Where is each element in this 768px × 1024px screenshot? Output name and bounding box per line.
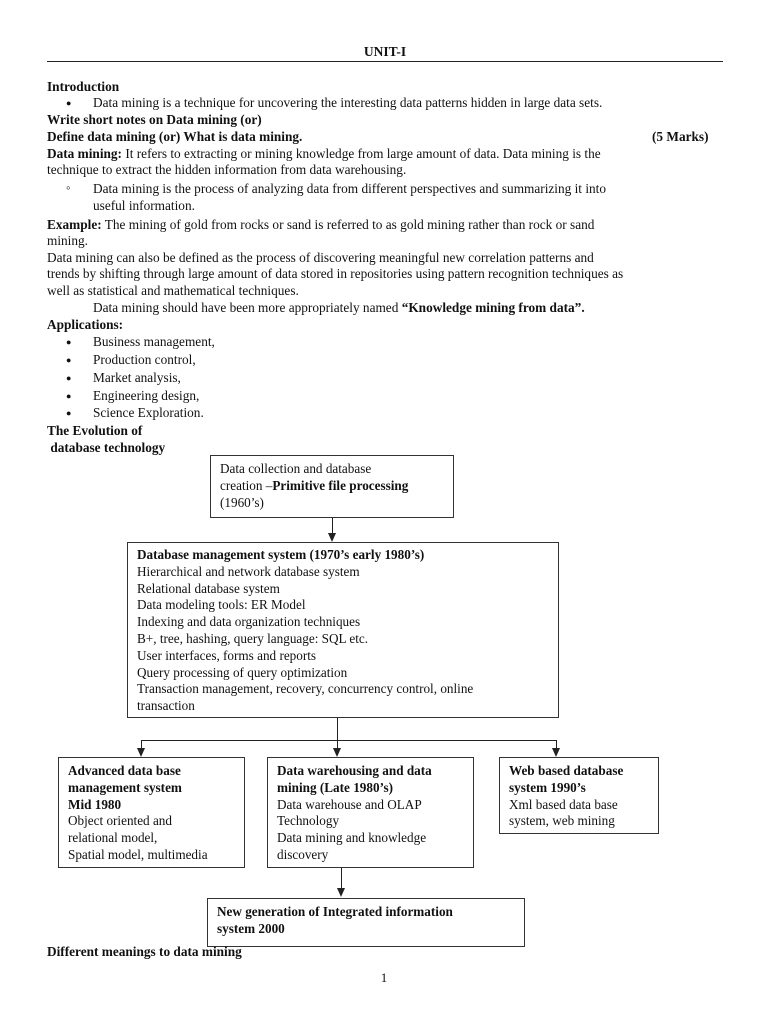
named-sentence xyxy=(93,300,585,316)
different-meanings-heading: Different meanings to data mining xyxy=(47,944,242,959)
box2-line: Hierarchical and network database system xyxy=(137,563,360,579)
arrow-down-icon xyxy=(328,533,336,542)
question-short-notes: Write short notes on Data mining (or) xyxy=(47,112,262,127)
box4-line: Technology xyxy=(277,813,340,829)
box5-title-2: system 1990’s xyxy=(509,779,586,795)
box2-line: B+, tree, hashing, query language: SQL etc. xyxy=(137,630,369,646)
arrow-down-icon xyxy=(137,748,145,757)
box-web-based-database xyxy=(499,757,659,834)
example-label: Example: xyxy=(47,217,102,232)
application-item: Market analysis, xyxy=(93,370,181,385)
box3-line: Spatial model, multimedia xyxy=(68,846,208,862)
arrow-down-icon xyxy=(552,748,560,757)
bullet-icon: ● xyxy=(66,337,72,347)
bullet-icon: ● xyxy=(66,98,72,108)
box6-title-2: system 2000 xyxy=(217,920,285,936)
box3-line: Object oriented and xyxy=(68,813,172,829)
definition-label: Data mining: xyxy=(47,146,122,161)
circle-item-line-2: useful information. xyxy=(93,198,195,213)
evolution-heading-line-1: The Evolution of xyxy=(47,423,143,438)
box2-line: Relational database system xyxy=(137,580,280,596)
bullet-icon: ● xyxy=(66,355,72,365)
defined-as-line-2: trends by shifting through large amount of data stored in repositories using pattern recognition techniques as xyxy=(47,266,624,281)
intro-bullet-text: Data mining is a technique for uncovering the interesting data patterns hidden in large data sets. xyxy=(93,95,603,110)
header-rule xyxy=(47,61,723,62)
evolution-heading-line-2: database technology xyxy=(47,440,166,455)
box3-title-2: management system xyxy=(68,779,182,795)
box2-line: Query processing of query optimization xyxy=(137,664,348,680)
introduction-heading: Introduction xyxy=(47,79,120,94)
page-number: 1 xyxy=(380,970,388,985)
arrow-down-icon xyxy=(337,888,345,897)
box-primitive-file-processing xyxy=(210,455,454,518)
marks-label: (5 Marks) xyxy=(652,129,709,144)
bullet-icon: ● xyxy=(66,408,72,418)
defined-as-line-3: well as statistical and mathematical techniques. xyxy=(47,283,299,298)
box3-line: relational model, xyxy=(68,830,158,846)
example-line-2: mining. xyxy=(47,233,89,248)
connector-line xyxy=(341,868,342,889)
box-advanced-database-system xyxy=(58,757,245,868)
bullet-icon: ● xyxy=(66,391,72,401)
box2-line: transaction xyxy=(137,698,195,714)
circle-bullet-icon: ◦ xyxy=(66,180,71,195)
application-item: Engineering design, xyxy=(93,388,200,403)
named-prefix: Data mining should have been more appropriately named xyxy=(93,300,402,315)
box2-title: Database management system (1970’s early 1980’s) xyxy=(137,547,425,562)
application-item: Business management, xyxy=(93,334,215,349)
connector-line xyxy=(332,518,333,534)
box2-line: Transaction management, recovery, concurrency control, online xyxy=(137,681,474,697)
box2-line: Indexing and data organization techniques xyxy=(137,614,361,630)
box6-title-1: New generation of Integrated information xyxy=(217,904,453,919)
box3-title-3: Mid 1980 xyxy=(68,796,122,812)
connector-line xyxy=(141,740,557,741)
box-data-warehousing xyxy=(267,757,474,868)
application-item: Science Exploration. xyxy=(93,405,204,420)
box-new-generation-system xyxy=(207,898,525,947)
unit-title: UNIT-I xyxy=(363,44,407,59)
question-define: Define data mining (or) What is data mining. xyxy=(47,129,303,144)
box4-line: discovery xyxy=(277,846,329,862)
box-database-management-system xyxy=(127,542,559,718)
example-paragraph xyxy=(47,217,720,233)
knowledge-mining-phrase: “Knowledge mining from data”. xyxy=(401,300,585,315)
connector-line xyxy=(337,718,338,741)
box1-line-3: (1960’s) xyxy=(220,494,264,510)
applications-heading: Applications: xyxy=(47,317,124,332)
arrow-down-icon xyxy=(333,748,341,757)
example-line-1: The mining of gold from rocks or sand is referred to as gold mining rather than rock or sand xyxy=(104,217,595,232)
definition-paragraph xyxy=(47,146,720,162)
circle-item-line-1: Data mining is the process of analyzing data from different perspectives and summarizing it into xyxy=(93,181,607,196)
box1-line-2: creation –Primitive file processing xyxy=(220,477,409,493)
box5-line: Xml based data base xyxy=(509,796,618,812)
box4-title-2: mining (Late 1980’s) xyxy=(277,779,393,795)
box1-line-1: Data collection and database xyxy=(220,461,372,476)
box4-title-1: Data warehousing and data xyxy=(277,763,432,778)
definition-line-2: technique to extract the hidden information from data warehousing. xyxy=(47,162,407,177)
application-item: Production control, xyxy=(93,352,196,367)
box5-line: system, web mining xyxy=(509,813,615,829)
bullet-icon: ● xyxy=(66,373,72,383)
box4-line: Data mining and knowledge xyxy=(277,830,427,846)
box4-line: Data warehouse and OLAP xyxy=(277,796,422,812)
defined-as-line-1: Data mining can also be defined as the process of discovering meaningful new correlation patterns and xyxy=(47,250,594,265)
box2-line: Data modeling tools: ER Model xyxy=(137,597,306,613)
box3-title-1: Advanced data base xyxy=(68,763,181,778)
definition-line-1: It refers to extracting or mining knowledge from large amount of data. Data mining is the xyxy=(125,146,601,161)
box2-line: User interfaces, forms and reports xyxy=(137,647,317,663)
box5-title-1: Web based database xyxy=(509,763,624,778)
